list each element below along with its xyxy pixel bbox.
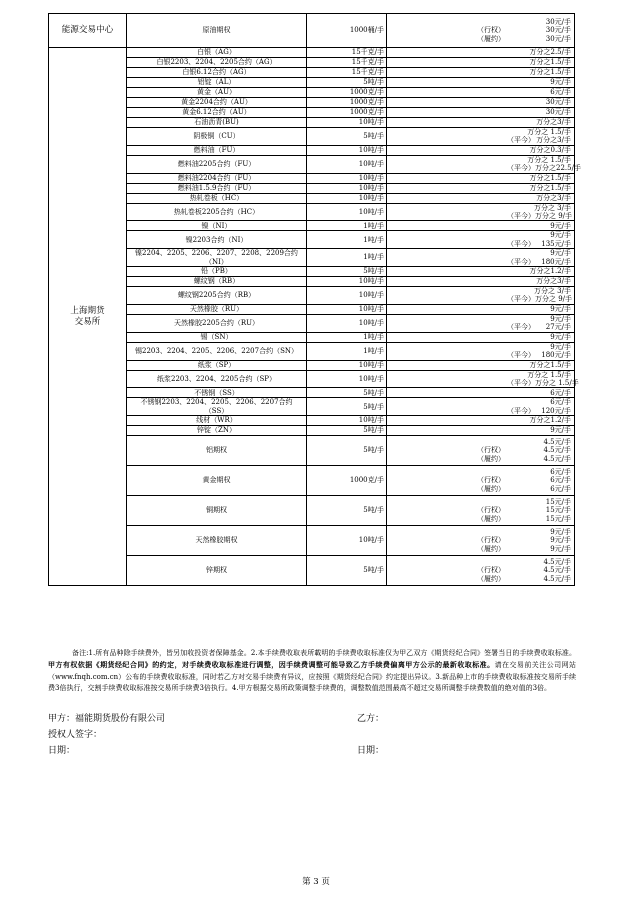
fee-cell <box>387 231 575 249</box>
fee-value: 万分之 1.5/手 <box>527 370 571 379</box>
product-cell: 天然橡胶期权 <box>127 526 307 556</box>
fee-cell <box>387 58 575 68</box>
fee-qualifier: （行权） <box>477 476 505 485</box>
product-cell: 铝期权 <box>127 436 307 466</box>
fee-line <box>389 446 571 454</box>
product-cell: 螺纹钢2205合约（RB） <box>127 287 307 305</box>
table-row <box>49 183 575 193</box>
product-cell: 阴极铜（CU） <box>127 128 307 146</box>
product-cell: 镍2204、2205、2206、2207、2208、2209合约 （NI） <box>127 249 307 267</box>
fee-cell <box>387 496 575 526</box>
table-row <box>49 221 575 231</box>
product-cell: 铝锭（AL） <box>127 78 307 88</box>
fee-cell <box>387 342 575 360</box>
fee-line <box>389 315 571 323</box>
fee-value: 万分之1.5/手 <box>529 68 571 77</box>
fee-value: 15元/手 <box>545 506 571 515</box>
fee-line <box>389 566 571 574</box>
fee-value: 9元/手 <box>550 544 571 553</box>
fee-line <box>389 267 571 275</box>
fee-value: 30元/手 <box>545 17 571 26</box>
fee-qualifier: （平今） <box>507 136 535 145</box>
fee-line <box>389 212 571 220</box>
unit-cell: 1吨/手 <box>307 332 387 342</box>
remarks-bold-text: 甲方有权依据《期货经纪合同》的约定，对手续费收取标准进行调整，因手续费调整可能导致乙方手续费偏离甲方公示的最新收取标准。 <box>48 660 495 670</box>
unit-cell: 5吨/手 <box>307 556 387 586</box>
table-row <box>49 155 575 173</box>
product-cell: 燃料油1.5.9合约（FU） <box>127 183 307 193</box>
fee-cell <box>387 267 575 277</box>
fee-qualifier: （平今） <box>507 239 535 248</box>
fee-line <box>389 35 571 43</box>
table-row <box>49 118 575 128</box>
fee-line <box>389 416 571 424</box>
fee-value: 9元/手 <box>550 78 571 87</box>
fee-value: 9元/手 <box>550 314 571 323</box>
unit-cell: 1000克/手 <box>307 108 387 118</box>
fee-cell <box>387 370 579 388</box>
fee-line <box>389 258 571 266</box>
fee-cell <box>387 98 575 108</box>
party-b-date-label: 日期： <box>357 746 385 756</box>
fee-value: 180元/手 <box>541 257 571 266</box>
fee-line <box>389 426 571 434</box>
exchange-cell: 能源交易中心 <box>49 14 127 48</box>
fee-line <box>389 88 571 96</box>
fee-qualifier: （平今） <box>507 378 535 387</box>
fee-cell <box>387 314 575 332</box>
table-row <box>49 48 575 58</box>
fee-qualifier: （行权） <box>477 506 505 515</box>
unit-cell: 5吨/手 <box>307 128 387 146</box>
fee-value: 万分之1.2/手 <box>529 416 571 425</box>
product-cell: 原油期权 <box>127 14 307 48</box>
fee-value: 135元/手 <box>541 239 571 248</box>
table-row <box>49 304 575 314</box>
unit-cell: 5吨/手 <box>307 398 387 416</box>
unit-cell: 1000克/手 <box>307 88 387 98</box>
fee-value: 9元/手 <box>550 528 571 537</box>
fee-cell <box>387 388 575 398</box>
unit-cell: 10吨/手 <box>307 370 387 388</box>
fee-qualifier: （平今） <box>507 323 535 332</box>
fee-value: 万分之3/手 <box>536 277 571 286</box>
fee-qualifier: （行权） <box>477 26 505 35</box>
fee-line <box>389 98 571 106</box>
remarks-paragraph <box>48 648 576 695</box>
unit-cell: 1吨/手 <box>307 221 387 231</box>
fee-qualifier: （履约） <box>477 454 505 463</box>
unit-cell: 10吨/手 <box>307 277 387 287</box>
fee-cell <box>387 466 575 496</box>
fee-value: 万分之 3/手 <box>533 203 571 212</box>
fee-cell <box>387 287 575 305</box>
fee-line <box>389 156 571 164</box>
unit-cell: 1吨/手 <box>307 231 387 249</box>
table-row <box>49 416 575 426</box>
product-cell: 镍（NI） <box>127 221 307 231</box>
unit-cell: 10吨/手 <box>307 360 387 370</box>
unit-cell: 10吨/手 <box>307 203 387 221</box>
product-cell: 纸浆2203、2204、2205合约（SP） <box>127 370 307 388</box>
fee-line <box>389 343 571 351</box>
fee-value: 6元/手 <box>550 388 571 397</box>
table-row <box>49 277 575 287</box>
fee-line <box>389 361 571 369</box>
unit-cell: 10吨/手 <box>307 314 387 332</box>
fee-cell <box>387 556 575 586</box>
fee-cell <box>387 398 575 416</box>
fee-line <box>389 231 571 239</box>
product-cell: 黄金（AU） <box>127 88 307 98</box>
fee-line <box>389 485 571 493</box>
fee-qualifier: （平今） <box>507 257 535 266</box>
fee-cell <box>387 183 575 193</box>
fee-line <box>389 136 571 144</box>
fee-value: 27元/手 <box>545 323 571 332</box>
unit-cell: 10吨/手 <box>307 526 387 556</box>
product-cell: 白银（AG） <box>127 48 307 58</box>
fee-value: 万分之 9/手 <box>535 212 573 221</box>
fee-value: 9元/手 <box>550 249 571 258</box>
product-cell: 热轧卷板2205合约（HC） <box>127 203 307 221</box>
fee-qualifier: （平今） <box>507 406 535 415</box>
fee-qualifier: （平今） <box>507 351 535 360</box>
unit-cell: 1000桶/手 <box>307 14 387 48</box>
fee-value: 4.5元/手 <box>543 446 571 455</box>
fee-qualifier: （履约） <box>477 514 505 523</box>
fee-value: 万分之3/手 <box>536 193 571 202</box>
fee-qualifier: （平今） <box>507 164 535 173</box>
product-cell: 铜期权 <box>127 496 307 526</box>
fee-line <box>389 58 571 66</box>
fee-line <box>389 389 571 397</box>
fee-value: 6元/手 <box>550 484 571 493</box>
fee-line <box>389 26 571 34</box>
unit-cell: 10吨/手 <box>307 416 387 426</box>
fee-value: 6元/手 <box>550 398 571 407</box>
fee-line <box>389 333 571 341</box>
fee-value: 4.5元/手 <box>543 566 571 575</box>
fee-cell <box>387 88 575 98</box>
table-row <box>49 388 575 398</box>
table-row <box>49 58 575 68</box>
product-cell: 螺纹钢（RB） <box>127 277 307 287</box>
unit-cell: 5吨/手 <box>307 388 387 398</box>
fee-line <box>389 146 571 154</box>
product-cell: 黄金期权 <box>127 466 307 496</box>
fee-value: 9元/手 <box>550 231 571 240</box>
table-row <box>49 88 575 98</box>
table-row <box>49 496 575 526</box>
fee-value: 30元/手 <box>545 26 571 35</box>
product-cell: 燃料油2205合约（FU） <box>127 155 307 173</box>
fee-line <box>389 305 571 313</box>
fee-cell <box>387 48 575 58</box>
unit-cell: 10吨/手 <box>307 173 387 183</box>
fee-value: 万分之1.5/手 <box>529 58 571 67</box>
fee-line <box>389 545 571 553</box>
fee-cell <box>387 360 575 370</box>
fee-value: 120元/手 <box>541 406 571 415</box>
fee-cell <box>387 68 575 78</box>
product-cell: 燃料油2204合约（FU） <box>127 173 307 183</box>
table-row <box>49 68 575 78</box>
table-row <box>49 173 575 183</box>
product-cell: 白银6.12合约（AG） <box>127 68 307 78</box>
product-cell: 不锈钢2203、2204、2205、2206、2207合约 （SS） <box>127 398 307 416</box>
fee-schedule-table <box>48 13 581 586</box>
table-row <box>49 231 575 249</box>
product-cell: 锡（SN） <box>127 332 307 342</box>
fee-cell <box>387 304 575 314</box>
fee-line <box>389 378 579 387</box>
fee-cell <box>387 526 575 556</box>
authorized-signature-label: 授权人签字： <box>48 730 103 740</box>
party-a-label: 甲方：福能期货股份有限公司 <box>48 714 166 724</box>
fee-line <box>389 48 571 56</box>
unit-cell: 5吨/手 <box>307 426 387 436</box>
table-row <box>49 436 575 466</box>
unit-cell: 10吨/手 <box>307 304 387 314</box>
fee-line <box>389 222 571 230</box>
fee-value: 万分之22.5/手 <box>535 164 581 173</box>
unit-cell: 10吨/手 <box>307 183 387 193</box>
table-row <box>49 314 575 332</box>
product-cell: 锡2203、2204、2205、2206、2207合约（SN） <box>127 342 307 360</box>
table-row <box>49 360 575 370</box>
unit-cell: 1000克/手 <box>307 98 387 108</box>
table-row <box>49 145 575 155</box>
fee-value: 6元/手 <box>550 468 571 477</box>
table-row <box>49 203 575 221</box>
fee-value: 9元/手 <box>550 305 571 314</box>
product-cell: 黄金2204合约（AU） <box>127 98 307 108</box>
table-row <box>49 14 575 48</box>
table-row <box>49 287 575 305</box>
unit-cell: 10吨/手 <box>307 287 387 305</box>
product-cell: 天然橡胶（RU） <box>127 304 307 314</box>
fee-line <box>389 351 571 359</box>
fee-line <box>389 575 571 583</box>
fee-qualifier: （行权） <box>477 566 505 575</box>
table-row <box>49 108 575 118</box>
product-cell: 燃料油（FU） <box>127 145 307 155</box>
fee-cell <box>387 14 575 48</box>
fee-value: 4.5元/手 <box>543 438 571 447</box>
fee-value: 30元/手 <box>545 34 571 43</box>
product-cell: 铅（PB） <box>127 267 307 277</box>
fee-value: 4.5元/手 <box>543 558 571 567</box>
fee-table-body <box>49 14 581 586</box>
unit-cell: 5吨/手 <box>307 78 387 88</box>
fee-value: 6元/手 <box>550 476 571 485</box>
fee-line <box>389 164 581 173</box>
fee-value: 4.5元/手 <box>543 574 571 583</box>
fee-line <box>389 249 571 257</box>
unit-cell: 1吨/手 <box>307 342 387 360</box>
table-row <box>49 426 575 436</box>
fee-value: 万分之3/手 <box>536 136 571 145</box>
fee-line <box>389 476 571 484</box>
fee-cell <box>387 277 575 287</box>
fee-value: 30元/手 <box>545 108 571 117</box>
unit-cell: 5吨/手 <box>307 496 387 526</box>
fee-cell <box>387 108 575 118</box>
table-row <box>49 466 575 496</box>
product-cell: 线材（WR） <box>127 416 307 426</box>
fee-qualifier: （行权） <box>477 536 505 545</box>
product-cell: 天然橡胶2205合约（RU） <box>127 314 307 332</box>
fee-line <box>389 515 571 523</box>
product-cell: 石油沥青(BU) <box>127 118 307 128</box>
fee-cell <box>387 416 575 426</box>
fee-cell <box>387 118 575 128</box>
unit-cell: 1吨/手 <box>307 249 387 267</box>
unit-cell: 10吨/手 <box>307 145 387 155</box>
fee-value: 15元/手 <box>545 514 571 523</box>
party-b-label: 乙方： <box>357 714 385 724</box>
fee-line <box>389 240 571 248</box>
fee-value: 30元/手 <box>545 98 571 107</box>
unit-cell: 10吨/手 <box>307 118 387 128</box>
table-row <box>49 526 575 556</box>
fee-cell <box>387 332 575 342</box>
fee-value: 万分之0.3/手 <box>529 146 571 155</box>
fee-line <box>389 174 571 182</box>
page-number: 第 3 页 <box>302 877 330 887</box>
fee-cell <box>387 78 575 88</box>
fee-cell <box>387 173 575 183</box>
table-row <box>49 332 575 342</box>
fee-value: 万分之1.5/手 <box>529 360 571 369</box>
table-row <box>49 249 575 267</box>
fee-line <box>389 407 571 415</box>
fee-line <box>389 184 571 192</box>
fee-line <box>389 204 571 212</box>
fee-line <box>389 536 571 544</box>
fee-line <box>389 108 571 116</box>
unit-cell: 10吨/手 <box>307 193 387 203</box>
table-row <box>49 78 575 88</box>
party-a-date-label: 日期： <box>48 746 76 756</box>
fee-qualifier: （履约） <box>477 34 505 43</box>
table-row <box>49 370 575 388</box>
fee-qualifier: （平今） <box>507 212 535 221</box>
unit-cell: 15千克/手 <box>307 58 387 68</box>
fee-value: 9元/手 <box>550 332 571 341</box>
fee-line <box>389 398 571 406</box>
table-row <box>49 398 575 416</box>
product-cell: 白银2203、2204、2205合约（AG） <box>127 58 307 68</box>
fee-value: 9元/手 <box>550 536 571 545</box>
table-row <box>49 556 575 586</box>
fee-line <box>389 194 571 202</box>
unit-cell: 15千克/手 <box>307 48 387 58</box>
fee-cell <box>387 145 575 155</box>
unit-cell: 15千克/手 <box>307 68 387 78</box>
fee-cell <box>387 203 575 221</box>
fee-cell <box>387 221 575 231</box>
fee-line <box>389 323 571 331</box>
remarks-text-1: 备注:1.所有品种除手续费外，皆另加收投资者保障基金。2.本手续费收取表所載明的手续费收取标准仅为甲乙双方《期货经纪合同》签署当日的手续费收取标准。 <box>72 649 576 657</box>
fee-value: 万分之 1.5/手 <box>527 128 571 136</box>
fee-cell <box>387 249 575 267</box>
fee-line <box>389 506 571 514</box>
unit-cell: 10吨/手 <box>307 155 387 173</box>
fee-value: 9元/手 <box>550 426 571 435</box>
fee-value: 4.5元/手 <box>543 454 571 463</box>
fee-value: 万分之 1.5/手 <box>527 155 571 164</box>
fee-cell <box>387 155 581 173</box>
fee-line <box>389 277 571 285</box>
fee-value: 万分之 1.5/手 <box>535 378 579 387</box>
fee-value: 万分之1.5/手 <box>529 183 571 192</box>
table-row <box>49 193 575 203</box>
fee-cell <box>387 128 575 146</box>
fee-line <box>389 455 571 463</box>
product-cell: 热轧卷板（HC） <box>127 193 307 203</box>
fee-line <box>389 118 571 126</box>
fee-value: 万分之3/手 <box>536 118 571 127</box>
fee-value: 万分之 9/手 <box>535 295 573 304</box>
fee-line <box>389 68 571 76</box>
fee-qualifier: （履约） <box>477 544 505 553</box>
fee-value: 万分之 3/手 <box>533 287 571 296</box>
fee-line <box>389 295 571 303</box>
fee-qualifier: （履约） <box>477 484 505 493</box>
unit-cell: 5吨/手 <box>307 267 387 277</box>
fee-value: 6元/手 <box>550 88 571 97</box>
fee-value: 万分之2.5/手 <box>529 48 571 57</box>
fee-qualifier: （履约） <box>477 574 505 583</box>
fee-value: 15元/手 <box>545 498 571 507</box>
fee-cell <box>387 426 575 436</box>
product-cell: 锌期权 <box>127 556 307 586</box>
fee-value: 万分之1.2/手 <box>529 267 571 276</box>
fee-value: 9元/手 <box>550 342 571 351</box>
fee-qualifier: （平今） <box>507 295 535 304</box>
product-cell: 不锈钢（SS） <box>127 388 307 398</box>
fee-value: 万分之1.5/手 <box>529 173 571 182</box>
product-cell: 镍2203合约（NI） <box>127 231 307 249</box>
fee-qualifier: （行权） <box>477 446 505 455</box>
unit-cell: 5吨/手 <box>307 436 387 466</box>
fee-value: 180元/手 <box>541 351 571 360</box>
fee-cell <box>387 193 575 203</box>
product-cell: 锌锭（ZN） <box>127 426 307 436</box>
table-row <box>49 342 575 360</box>
fee-value: 9元/手 <box>550 221 571 230</box>
unit-cell: 1000克/手 <box>307 466 387 496</box>
product-cell: 纸浆（SP） <box>127 360 307 370</box>
fee-line <box>389 371 571 379</box>
remarks-text-2: 请在交易前关注公司网站（www.fnqh.com.cn）公布的手续费收取标准，同时若乙方对交易手续费有异议，应按照《期货经纪合同》约定提出异议。3.新品种上市的手续费收取标准按交易所手续费3倍执行，交割手续费收取标准按交易所手续费3倍执行。4.甲方根据交易所政策调整手续费的，调整数值范围最高不超过交易所调整手续费数值的绝对值的3倍。 <box>48 661 577 693</box>
fee-line <box>389 78 571 86</box>
table-row <box>49 128 575 146</box>
exchange-cell: 上海期货 交易所 <box>49 48 127 586</box>
table-row <box>49 267 575 277</box>
product-cell: 黄金6.12合约（AU） <box>127 108 307 118</box>
table-row <box>49 98 575 108</box>
fee-cell <box>387 436 575 466</box>
